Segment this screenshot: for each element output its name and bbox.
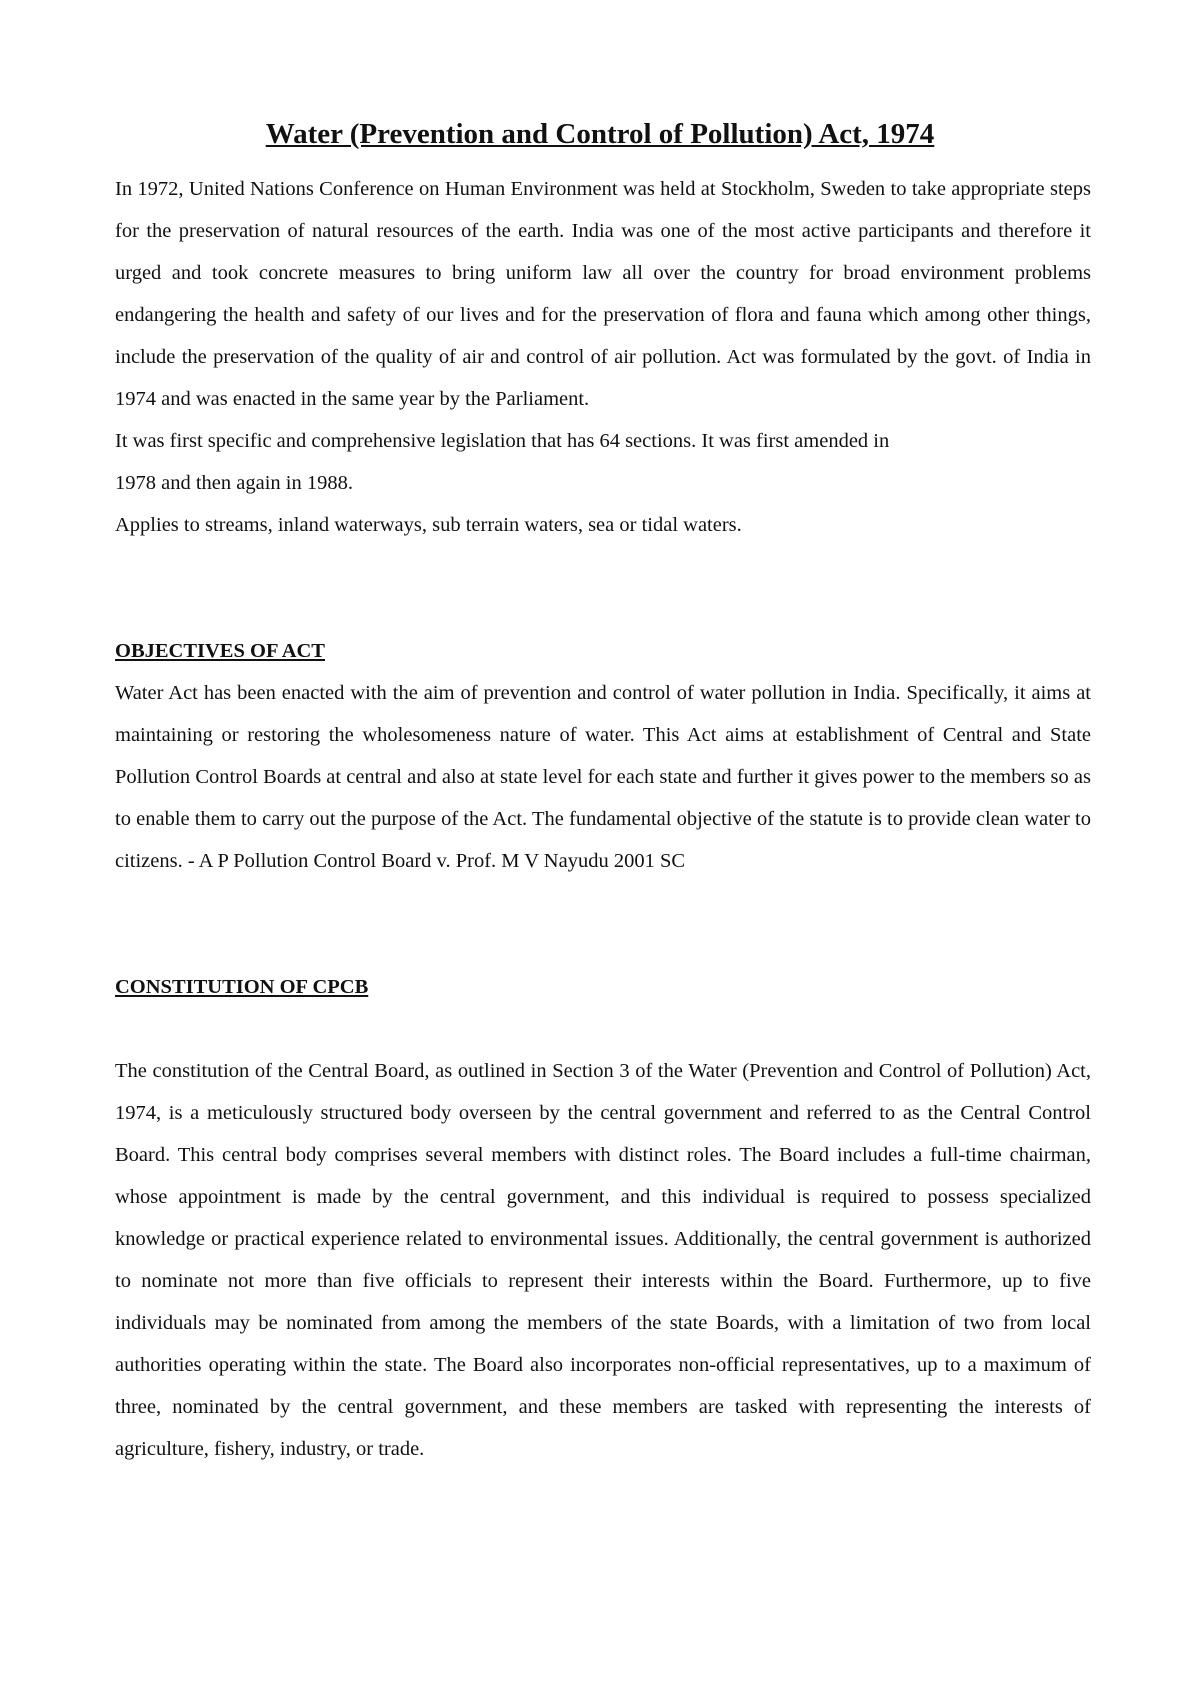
- section-spacer: [115, 546, 1091, 630]
- document-body: [115, 168, 1091, 1470]
- constitution-paragraph: The constitution of the Central Board, as outlined in Section 3 of the Water (Prevention and Control of Pollution) Act, 1974, is a meticulously structured body overseen by the central government and referred to as the Central Control Board. This central body comprises several members with distinct roles. The Board includes a full-time chairman, whose appointment is made by the central government, and this individual is required to possess specialized knowledge or practical experience related to environmental issues. Additionally, the central government is authorized to nominate not more than five officials to represent their interests within the Board. Furthermore, up to five individuals may be nominated from among the members of the state Boards, with a limitation of two from local authorities operating within the state. The Board also incorporates non-official representatives, up to a maximum of three, nominated by the central government, and these members are tasked with representing the interests of agriculture, fishery, industry, or trade.: [115, 1060, 1091, 1460]
- section-spacer: [115, 882, 1091, 966]
- objectives-heading: OBJECTIVES OF ACT: [115, 640, 325, 662]
- intro-paragraph-1: In 1972, United Nations Conference on Human Environment was held at Stockholm, Sweden to take appropriate steps for the preservation of natural resources of the earth. India was one of the most active participants and therefore it urged and took concrete measures to bring uniform law all over the country for broad environment problems endangering the health and safety of our lives and for the preservation of flora and fauna which among other things, include the preservation of the quality of air and control of air pollution. Act was formulated by the govt. of India in 1974 and was enacted in the same year by the Parliament.: [115, 178, 1091, 410]
- objectives-paragraph: Water Act has been enacted with the aim of prevention and control of water pollution in India. Specifically, it aims at maintaining or restoring the wholesomeness nature of water. This Act aims at establishment of Central and State Pollution Control Boards at central and also at state level for each state and further it gives power to the members so as to enable them to carry out the purpose of the Act. The fundamental objective of the statute is to provide clean water to citizens. - A P Pollution Control Board v. Prof. M V Nayudu 2001 SC: [115, 682, 1091, 872]
- constitution-heading: CONSTITUTION OF CPCB: [115, 976, 369, 998]
- intro-paragraph-3: Applies to streams, inland waterways, sub terrain waters, sea or tidal waters.: [115, 514, 742, 536]
- paragraph-spacer: [115, 1008, 1091, 1050]
- document-title: Water (Prevention and Control of Pollution) Act, 1974: [265, 118, 935, 150]
- intro-paragraph-2-line-1: It was first specific and comprehensive legislation that has 64 sections. It was first amended in: [115, 430, 890, 452]
- intro-paragraph-2-line-2: 1978 and then again in 1988.: [115, 472, 353, 494]
